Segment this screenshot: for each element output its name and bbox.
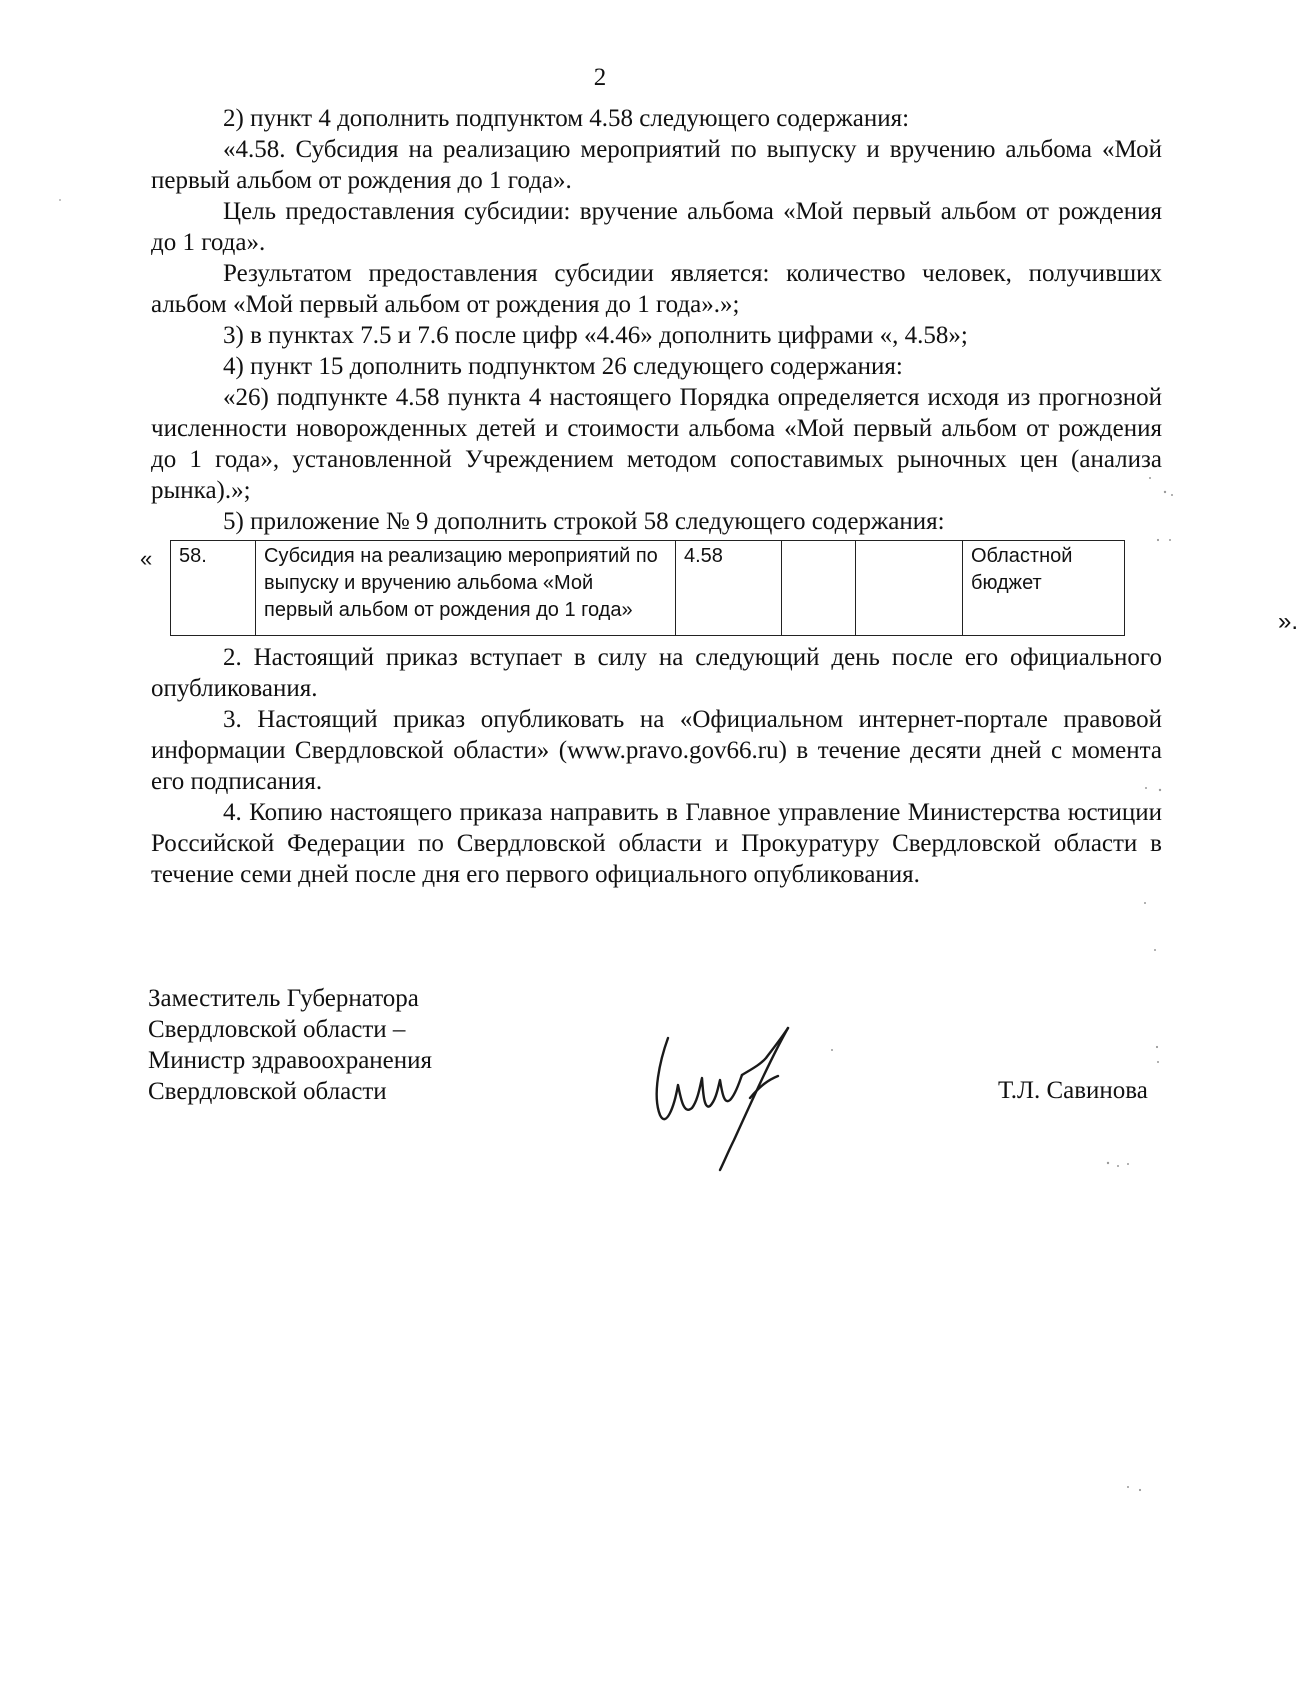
paragraph-subsidy-4-58: «4.58. Субсидия на реализацию мероприятий по выпуску и вручению альбома «Мой первый альбом от рождения до 1 года».: [151, 136, 1162, 194]
paragraph-item-5: 5) приложение № 9 дополнить строкой 58 следующего содержания:: [223, 508, 945, 535]
row-source-cell: Областной бюджет: [963, 541, 1125, 636]
signatory-title-line: Заместитель Губернатора: [148, 985, 419, 1012]
paragraph-publication: 3. Настоящий приказ опубликовать на «Официальном интернет-портале правовой информации Свердловской области» (www.pravo.gov66.ru) в течение десяти дней с момента его подписания.: [151, 706, 1162, 795]
page-number: 2: [593, 64, 607, 91]
row-code-cell: 4.58: [676, 541, 782, 636]
paragraph-item-3: 3) в пунктах 7.5 и 7.6 после цифр «4.46» дополнить цифрами «, 4.58»;: [223, 322, 968, 349]
row-name-cell: Субсидия на реализацию мероприятий по выпуску и вручению альбома «Мой первый альбом от рождения до 1 года»: [256, 541, 676, 636]
signatory-title-line: Свердловской области –: [148, 1016, 406, 1043]
paragraph-item-2: 2) пункт 4 дополнить подпунктом 4.58 следующего содержания:: [223, 105, 910, 132]
paragraph-subitem-26: «26) подпункте 4.58 пункта 4 настоящего Порядка определяется исходя из прогнозной численности новорожденных детей и стоимости альбома «Мой первый альбом от рождения до 1 года», установленной Учреждением методом сопоставимых рыночных цен (анализа рынка).»;: [151, 384, 1162, 504]
paragraph-subsidy-result: Результатом предоставления субсидии является: количество человек, получивших альбом «Мой первый альбом от рождения до 1 года».»;: [151, 260, 1162, 318]
signatory-name: Т.Л. Савинова: [998, 1077, 1148, 1104]
paragraph-item-4: 4) пункт 15 дополнить подпунктом 26 следующего содержания:: [223, 353, 903, 380]
paragraph-copy-distribution: 4. Копию настоящего приказа направить в Главное управление Министерства юстиции Российской Федерации по Свердловской области и Прокуратуру Свердловской области в течение семи дней после дня его первого официального опубликования.: [151, 799, 1162, 888]
signatory-title-line: Свердловской области: [148, 1078, 387, 1105]
row-number-cell: 58.: [171, 541, 256, 636]
paragraph-subsidy-goal: Цель предоставления субсидии: вручение альбома «Мой первый альбом от рождения до 1 года».: [151, 198, 1162, 256]
signatory-title-line: Министр здравоохранения: [148, 1047, 433, 1074]
table-open-quote: «: [140, 546, 153, 571]
table-close-quote: ».: [1278, 608, 1298, 635]
paragraph-entry-into-force: 2. Настоящий приказ вступает в силу на следующий день после его официального опубликования.: [151, 644, 1162, 702]
